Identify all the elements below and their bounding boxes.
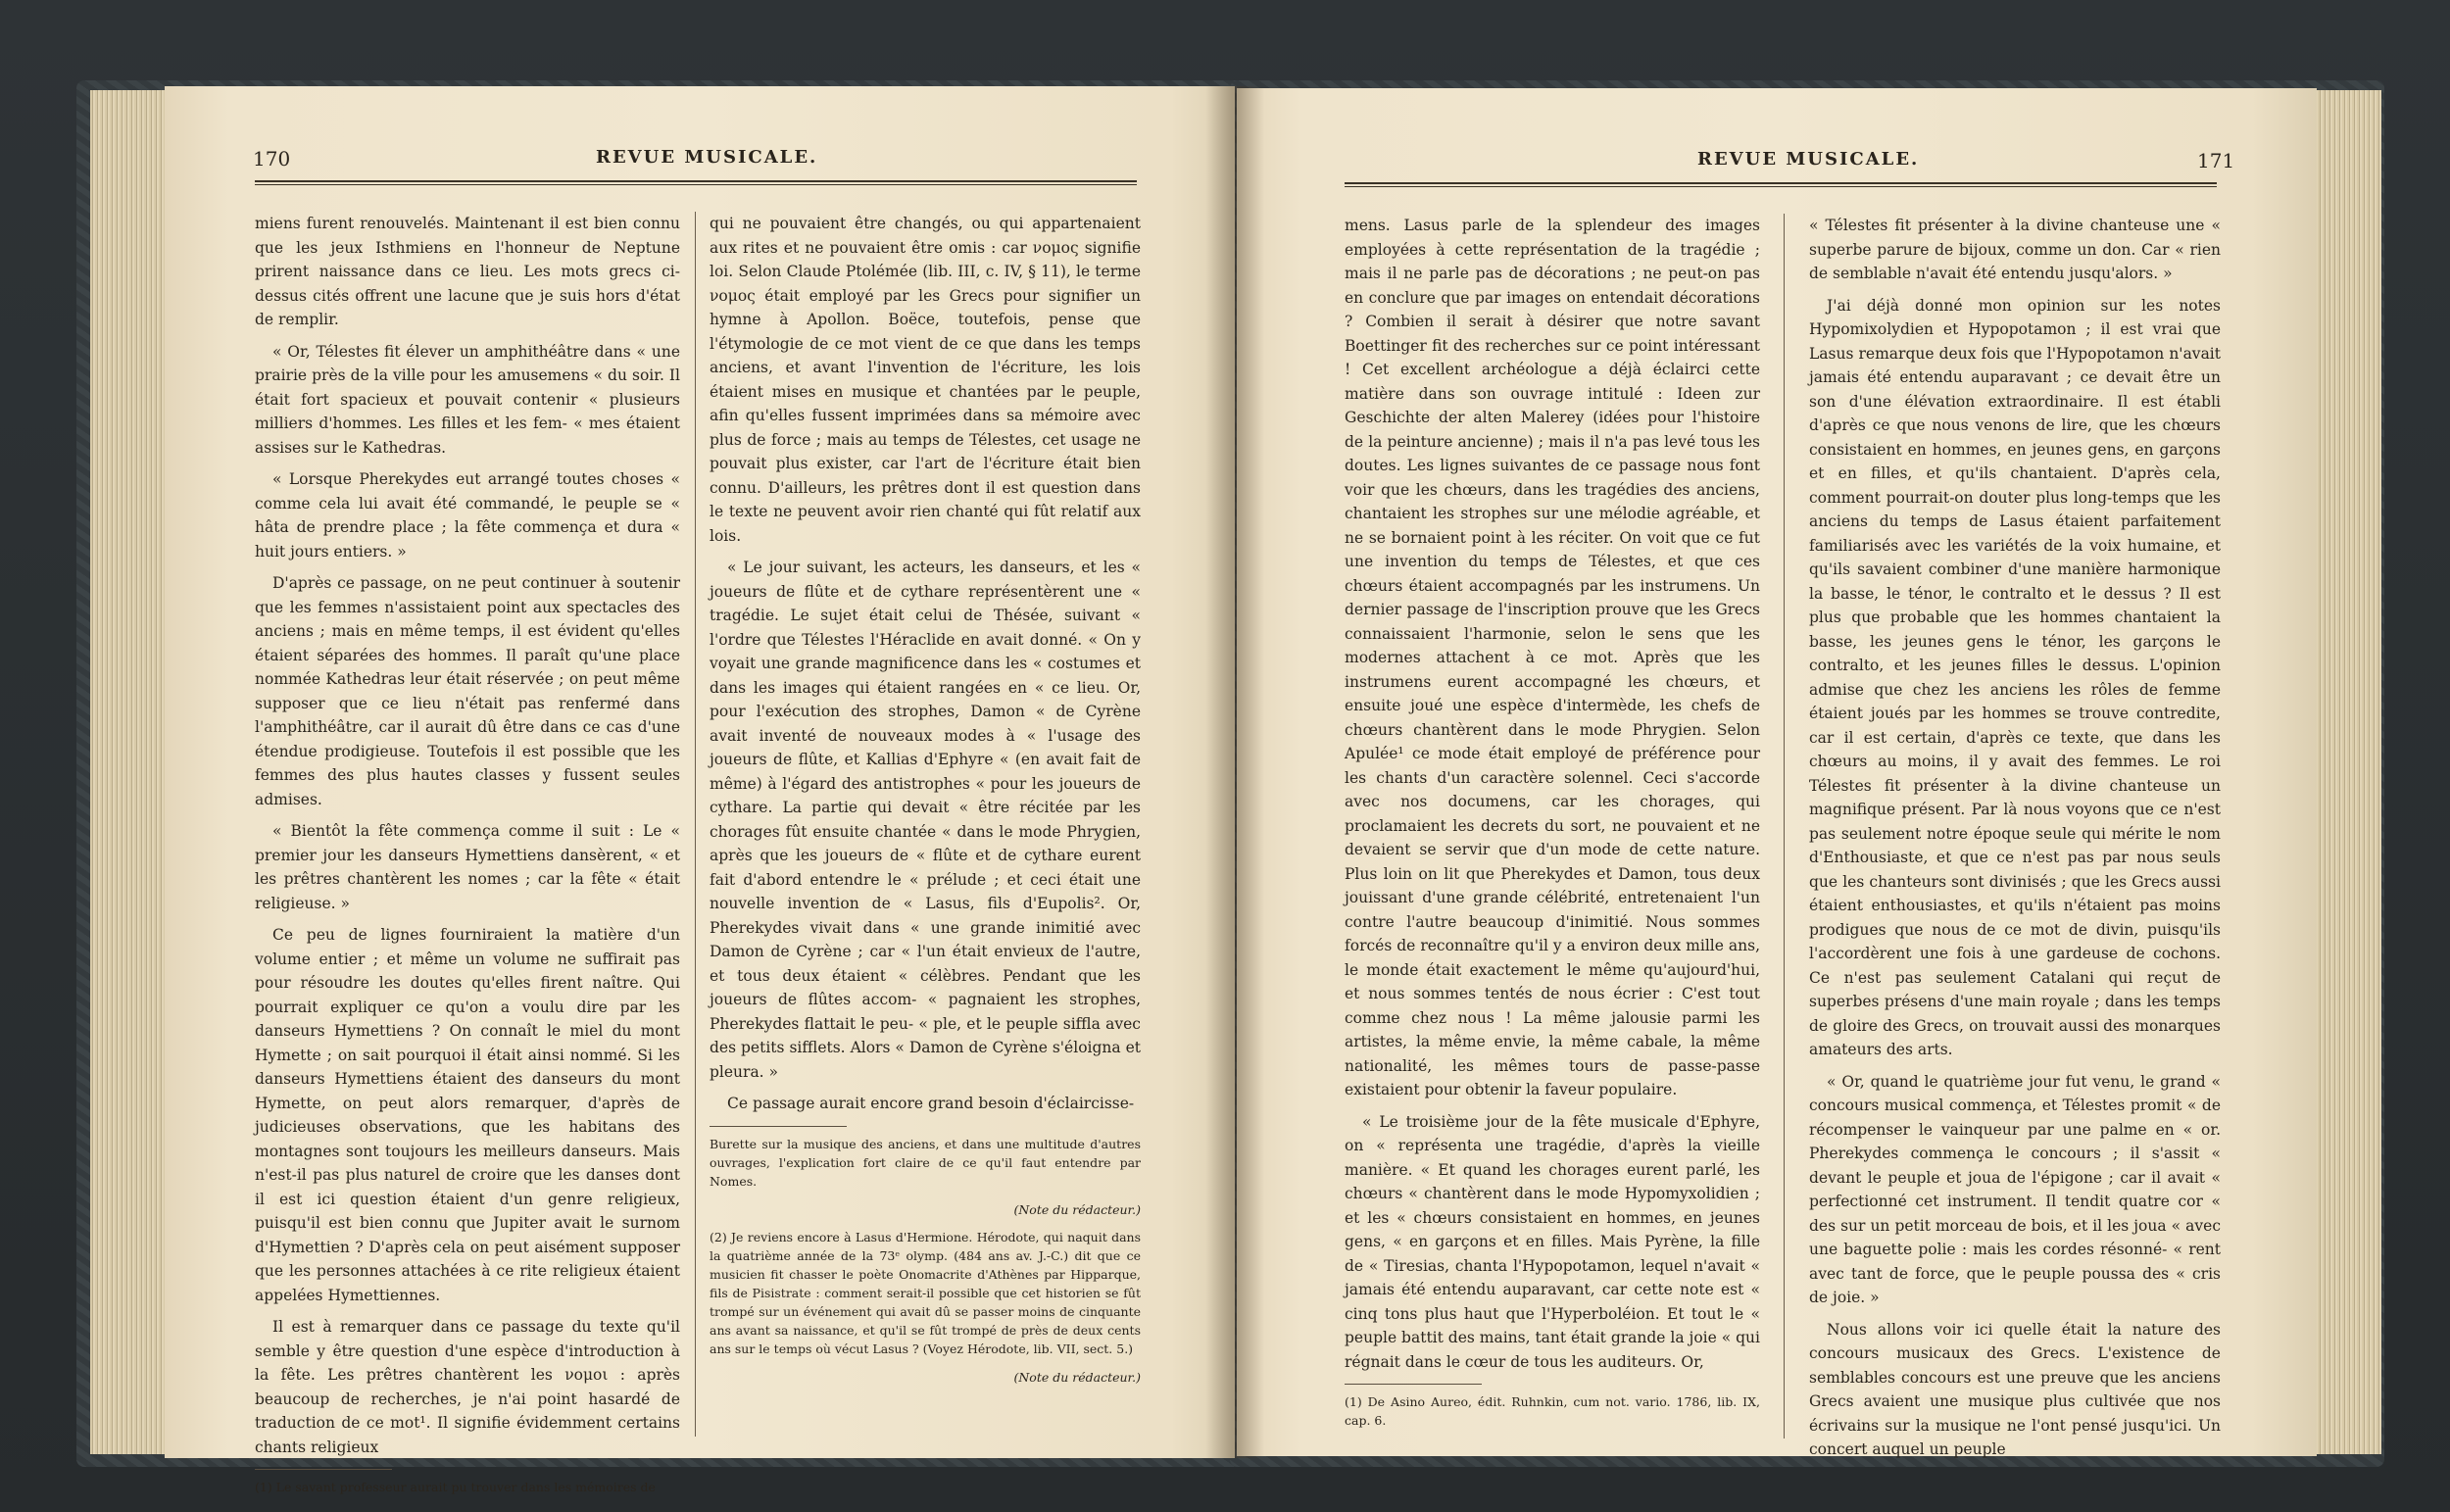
header-rule [1345,182,2217,187]
footnote: (1) Le savant professeur aurait pu trouver dans les mémoires de [255,1480,656,1494]
footnote-rule [255,1469,392,1470]
paragraph: « Or, Télestes fit élever un amphithéâtre dans « une prairie près de la ville pour les amusemens « du soir. Il était fort spacieux et pouvait contenir « plusieurs milliers d'hommes. Les filles et les fem- « mes étaient assises sur le Kathedras. [255,342,680,457]
running-head: REVUE MUSICALE. [1697,149,1920,170]
page-edges-right [2313,90,2381,1454]
column-divider [695,212,696,1437]
page-number: 170 [253,147,291,171]
paragraph: Nous allons voir ici quelle était la nature des concours musicaux des Grecs. L'existence de semblables concours est une preuve que les anciens Grecs avaient une musique plus cultivée que nos écrivains sur la musique ne l'ont pensé jusqu'ici. Un concert auquel un peuple [1809,1320,2221,1458]
footnote: (1) De Asino Aureo, édit. Ruhnkin, cum not. vario. 1786, lib. IX, cap. 6. [1345,1394,1760,1428]
paragraph: « Le jour suivant, les acteurs, les danseurs, et les « joueurs de flûte et de cythare représentèrent une « tragédie. Le sujet était celui de Thésée, suivant « l'ordre que Télestes l'Héraclide en avait donné. « On y voyait une grande magnificence dans les « costumes et dans les images qui étaient rangées en « ce lieu. Or, pour l'exécution des strophes, Damon « de Cyrène avait inventé de nouveaux modes à « l'usage des joueurs de flûte, et Kallias d'Ephyre « (en avait fait de même) à l'égard des antistrophes « pour les joueurs de cythare. La partie qui devait « être récitée par les chorages fût ensuite chantée « dans le mode Phrygien, après que les joueurs de « flûte et de cythare eurent fait d'abord entendre le « prélude ; et ceci était une nouvelle invention de « Lasus, fils d'Eupolis². Or, Pherekydes vivait dans « une grande inimitié avec Damon de Cyrène ; car « l'un était envieux de l'autre, et tous deux étaient « célèbres. Pendant que les joueurs de flûtes accom- « pagnaient les strophes, Pherekydes flattait le peu- « ple, et le peuple siffla avec des petits sifflets. Alors « Damon de Cyrène s'éloigna et pleura. » [710,559,1141,1081]
note-signature: (Note du rédacteur.) [1013,1201,1141,1217]
right-page-column-1 [1345,214,1760,1438]
left-page-column-2 [710,212,1141,1396]
paragraph: Il est à remarquer dans ce passage du texte qu'il semble y être question d'une espèce d'introduction à la fête. Les prêtres chantèrent les νομοι : après beaucoup de recherches, je n'ai point hasardé de traduction de ce mot¹. Il signifie évidemment certains chants religieux [255,1318,680,1456]
paragraph: « Bientôt la fête commença comme il suit : Le « premier jour les danseurs Hymettiens dansèrent, « et les prêtres chantèrent les nomes ; car la fête « était religieuse. » [255,822,680,912]
paragraph: Ce peu de lignes fourniraient la matière d'un volume entier ; et même un volume ne suffirait pas pour résoudre les doutes qu'elles firent naître. Qui pourrait expliquer ce qu'on a voulu dire par les danseurs Hymettiens ? On connaît le miel du mont Hymette ; on sait pourquoi il était ainsi nommé. Si les danseurs Hymettiens étaient des danseurs du mont Hymette, on peut alors remarquer, d'après de judicieuses observations, que les habitans des montagnes sont toujours les meilleurs danseurs. Mais n'est-il pas plus naturel de croire que les danses dont il est ici question étaient d'un genre religieux, puisqu'il est bien connu que Jupiter avait le surnom d'Hymettien ? D'après cela on peut aisément supposer que les personnes attachées à ce rite religieux étaient appelées Hymettiennes. [255,926,680,1304]
footnote: (2) Je reviens encore à Lasus d'Hermione. Hérodote, qui naquit dans la quatrième année de la 73ᵉ olymp. (484 ans av. J.-C.) dit que ce musicien fit chasser le poète Onomacrite d'Athènes par Hipparque, fils de Pisistrate : comment serait-il possible que cet historien se fût trompé sur un événement qui avait dû se passer moins de cinquante ans avant sa naissance, et qu'il se fût trompé de près de deux cents ans sur le temps où vécut Lasus ? (Voyez Hérodote, lib. VII, sect. 5.) [710,1230,1141,1356]
left-page [165,86,1235,1494]
paragraph: Ce passage aurait encore grand besoin d'éclaircisse- [727,1095,1135,1112]
footnote: Burette sur la musique des anciens, et dans une multitude d'autres ouvrages, l'explication fort claire de ce qu'il faut entendre par Nomes. [710,1136,1141,1189]
page-edges-left [90,90,167,1454]
header-rule [255,180,1137,185]
left-page-column-1 [255,212,680,1504]
page-number: 171 [2197,149,2235,172]
paragraph: « Télestes fit présenter à la divine chanteuse une « superbe parure de bijoux, comme un don. Car « rien de semblable n'avait été entendu jusqu'alors. » [1809,217,2221,282]
note-signature: (Note du rédacteur.) [1013,1370,1141,1385]
paragraph: mens. Lasus parle de la splendeur des images employées à cette représentation de la tragédie ; mais il ne parle pas de décorations ; ne peut-on pas en conclure que par images on entendait décorations ? Combien il serait à désirer que notre savant Boettinger fit des recherches sur ce point intéressant ! Cet excellent archéologue a déjà éclairci cette matière dans son ouvrage intitulé : Ideen zur Geschichte der alten Malerey (idées pour l'histoire de la peinture ancienne) ; mais il n'a pas levé tous les doutes. Les lignes suivantes de ce passage nous font voir que les chœurs, dans les tragédies des anciens, chantaient les strophes sur une mélodie agréable, et ne se bornaient point à les réciter. On voit que ce fut une invention du temps de Télestes, et que ces chœurs étaient accompagnés par les instrumens. Un dernier passage de l'inscription prouve que les Grecs connaissaient l'harmonie, selon le sens que les modernes attachent à ce mot. Après que les instrumens eurent accompagné les chœurs, et ensuite joué une espèce d'intermède, les chefs de chœurs chantèrent dans le mode Phrygien. Selon Apulée¹ ce mode était employé de préférence pour les chants d'un caractère solennel. Ceci s'accorde avec nos documens, car les chorages, qui proclamaient les decrets du sort, ne pouvaient et ne devaient se servir que d'un mode de cette nature. Plus loin on lit que Pherekydes et Damon, tous deux jouissant d'une grande célébrité, entretenaient l'un contre l'autre beaucoup d'inimitié. Nous sommes forcés de reconnaître qu'il y a environ deux mille ans, le monde était exactement le même qu'aujourd'hui, et nous sommes tentés de nous écrier : C'est tout comme chez nous ! La même jalousie parmi les artistes, la même envie, la même cabale, la même nationalité, les mêmes tours de passe-passe existaient pour obtenir la faveur populaire. [1345,217,1760,1098]
paragraph: qui ne pouvaient être changés, ou qui appartenaient aux rites et ne pouvaient être omis : car νομος signifie loi. Selon Claude Ptolémée (lib. III, c. IV, § 11), le terme νομος était employé par les Grecs pour signifier un hymne à Apollon. Boëce, toutefois, pense que l'étymologie de ce mot vient de ce que dans les temps anciens, et avant l'invention de l'écriture, les lois étaient mises en musique et chantées par le peuple, afin qu'elles fussent imprimées dans sa mémoire avec plus de force ; mais au temps de Télestes, cet usage ne pouvait plus exister, car l'art de l'écriture était bien connu. D'ailleurs, les prêtres dont il est question dans le texte ne peuvent avoir rien chanté qui fût relatif aux lois. [710,215,1141,545]
right-page-column-2 [1809,214,2221,1470]
paragraph: J'ai déjà donné mon opinion sur les notes Hypomixolydien et Hypopotamon ; il est vrai que Lasus remarque deux fois que l'Hypopotamon n'avait jamais été entendu auparavant ; ce devait être un son d'une élévation extraordinaire. Il est établi d'après ce que nous venons de lire, que les chœurs consistaient en hommes, en jeunes gens, en garçons et en filles, et qu'ils chantaient. D'après cela, comment pourrait-on douter plus long-temps que les anciens du temps de Lasus étaient parfaitement familiarisés avec les variétés de la voix humaine, et qu'ils savaient combiner d'une manière harmonique la basse, le ténor, le contralto et le dessus ? Il est plus que probable que les hommes chantaient la basse, les jeunes gens le ténor, les garçons le contralto, et les jeunes filles le dessus. L'opinion admise que chez les anciens les rôles de femme étaient joués par les hommes se trouve contredite, car il est certain, d'après ce texte, que dans les chœurs au moins, il y avait des femmes. Le roi Télestes fit présenter à la divine chanteuse un magnifique présent. Par là nous voyons que ce n'est pas seulement notre époque seule qui mérite le nom d'Enthousiaste, et que ce n'est pas par nous seuls que les chanteurs sont divinisés ; que les Grecs aussi étaient enthousiastes, et qu'ils n'étaient pas moins prodigues que nous de ce mot de divin, puisqu'ils l'accordèrent une fois à une gardeuse de cochons. Ce n'est pas seulement Catalani qui reçut de superbes présens d'une main royale ; dans les temps de gloire des Grecs, on trouvait aussi des monarques amateurs des arts. [1809,296,2221,1058]
paragraph: miens furent renouvelés. Maintenant il est bien connu que les jeux Isthmiens en l'honneur de Neptune prirent naissance dans ce lieu. Les mots grecs ci-dessus cités offrent une lacune que je suis hors d'état de remplir. [255,215,680,328]
paragraph: D'après ce passage, on ne peut continuer à soutenir que les femmes n'assistaient point aux spectacles des anciens ; mais en même temps, il est évident qu'elles étaient séparées des hommes. Il paraît qu'une place nommée Kathedras leur était réservée ; on peut même supposer que ce lieu n'était pas renfermé dans l'amphithéâtre, car il aurait dû être dans ce cas d'une étendue prodigieuse. Toutefois il est possible que les femmes des plus hautes classes y fussent seules admises. [255,574,680,808]
paragraph: « Lorsque Pherekydes eut arrangé toutes choses « comme cela lui avait été commandé, le peuple se « hâta de prendre place ; la fête commença et dura « huit jours entiers. » [255,470,680,561]
footnote-rule [710,1126,847,1127]
column-divider [1784,214,1785,1439]
book-gutter [1205,86,1264,1458]
right-page [1237,88,2317,1456]
running-head: REVUE MUSICALE. [596,147,818,168]
footnote-rule [1345,1384,1482,1385]
paragraph: « Or, quand le quatrième jour fut venu, le grand « concours musical commença, et Télestes promit « de récompenser le vainqueur par une palme en « or. Pherekydes commença le concours ; il s'assit « devant le peuple et joua de l'épigone ; car il avait « perfectionné cet instrument. Il tendit quatre cor « des sur un petit morceau de bois, et il les joua « avec une baguette polie : mais les cordes résonné- « rent avec tant de force, que le peuple poussa des « cris de joie. » [1809,1072,2221,1306]
paragraph: « Le troisième jour de la fête musicale d'Ephyre, on « représenta une tragédie, d'après la vieille manière. « Et quand les chorages eurent parlé, les chœurs « chantèrent dans le mode Hypomyxolidien ; et les « chœurs consistaient en hommes, en jeunes gens, « en garçons et en filles. Mais Pyrène, la fille de « Tiresias, chanta l'Hypopotamon, lequel n'avait « jamais été entendu auparavant, car cette note est « cinq tons plus haut que l'Hyperboléion. Et tout le « peuple battit des mains, tant était grande la joie « qui régnait dans le cœur de tous les auditeurs. Or, [1345,1112,1760,1371]
